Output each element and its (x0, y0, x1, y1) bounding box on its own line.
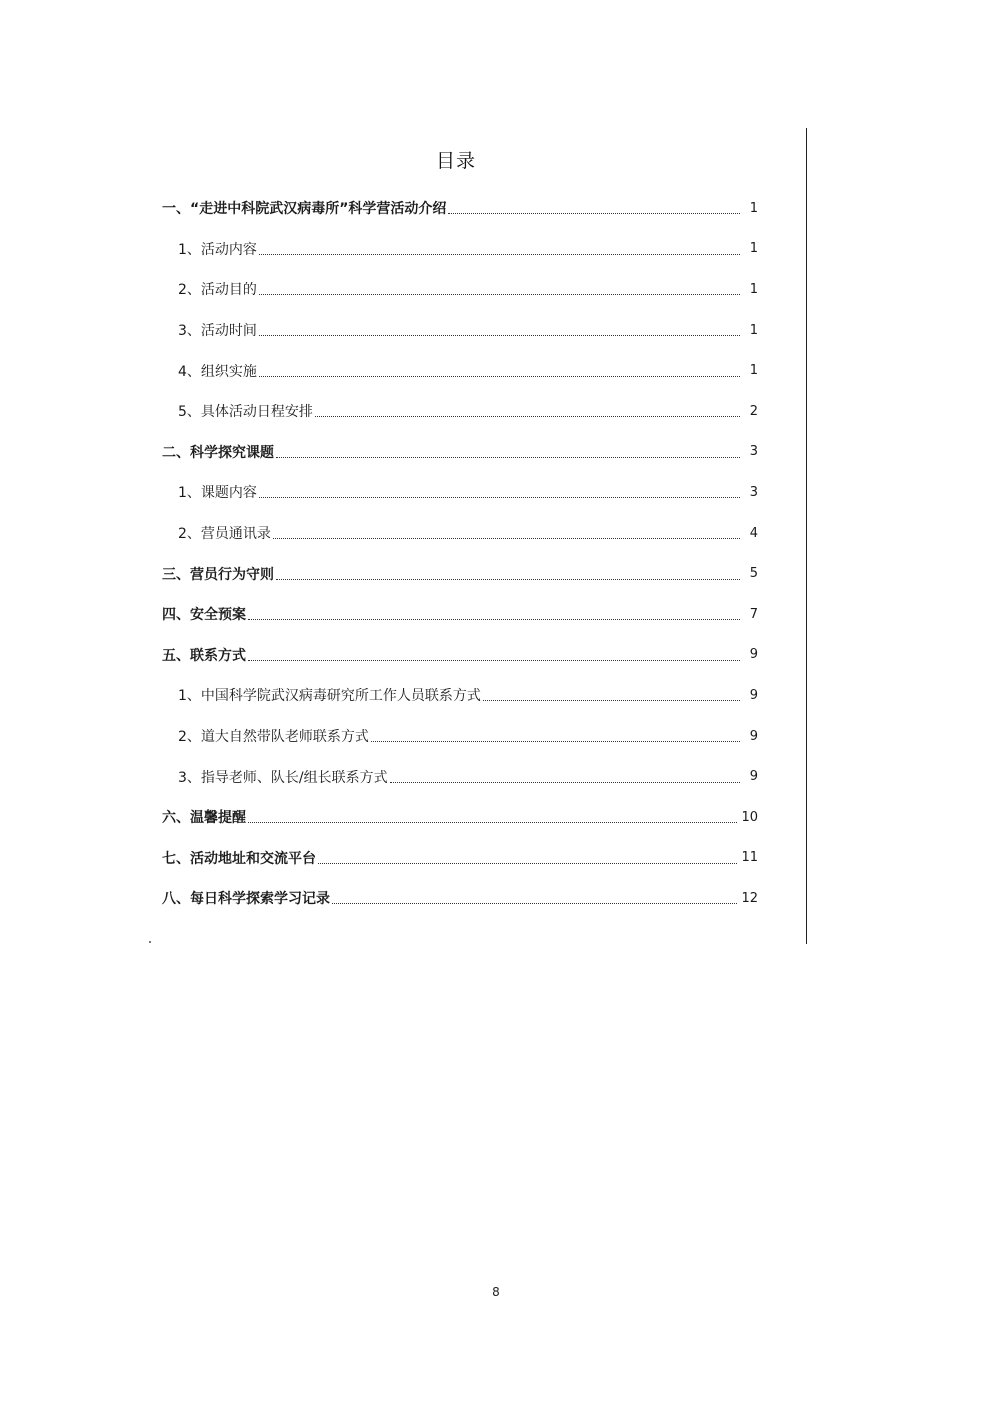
toc-dot-leader (259, 334, 740, 336)
toc-dot-leader (259, 253, 740, 255)
toc-dot-leader (248, 618, 740, 620)
toc-entry-label: 1、课题内容 (178, 485, 257, 502)
toc-entry-label: 三、营员行为守则 (162, 566, 274, 583)
toc-entry-page: 10 (741, 809, 758, 825)
toc-dot-leader (248, 659, 740, 661)
toc-dot-leader (483, 699, 740, 701)
toc-entry-label: 六、温馨提醒 (162, 810, 246, 827)
toc-entry[interactable] (162, 594, 758, 635)
toc-entry-label: 八、每日科学探索学习记录 (162, 891, 330, 908)
toc-entry-page: 9 (749, 647, 758, 663)
toc-entry-page: 9 (749, 687, 758, 703)
toc-entry[interactable] (162, 675, 758, 716)
toc-entry-page: 1 (749, 322, 758, 338)
toc-entry-page: 1 (749, 241, 758, 257)
toc-title: 目录 (435, 150, 476, 172)
toc-dot-leader (276, 456, 740, 458)
toc-entry[interactable] (162, 310, 758, 351)
toc-entry[interactable] (162, 838, 758, 879)
toc-entry-label: 2、营员通讯录 (178, 526, 271, 543)
toc-entry-page: 4 (749, 525, 758, 541)
toc-entry-page: 12 (741, 890, 758, 906)
right-margin-line (806, 128, 807, 944)
toc-entry-page: 1 (749, 200, 758, 216)
toc-entry-page: 7 (749, 606, 758, 622)
toc-dot-leader (259, 496, 740, 498)
toc-entry-label: 二、科学探究课题 (162, 444, 274, 461)
toc-entry-page: 9 (749, 769, 758, 785)
corner-mark (149, 941, 151, 943)
toc-dot-leader (390, 781, 740, 783)
toc-entry[interactable] (162, 391, 758, 432)
toc-entry[interactable] (162, 635, 758, 676)
toc-entry[interactable] (162, 716, 758, 757)
toc-dot-leader (259, 375, 740, 377)
toc-entry-label: 2、活动目的 (178, 282, 257, 299)
toc-dot-leader (273, 537, 740, 539)
toc-dot-leader (318, 862, 737, 864)
toc-entry-label: 5、具体活动日程安排 (178, 404, 313, 421)
toc-entry[interactable] (162, 878, 758, 919)
toc-entry[interactable] (162, 797, 758, 838)
toc-entry-label: 五、联系方式 (162, 647, 246, 664)
toc-entry[interactable] (162, 472, 758, 513)
toc-entry-page: 5 (749, 566, 758, 582)
toc-entry-page: 1 (749, 363, 758, 379)
toc-entry[interactable] (162, 432, 758, 473)
toc-entry[interactable] (162, 229, 758, 270)
toc-entry-label: 4、组织实施 (178, 363, 257, 380)
toc-entry[interactable] (162, 269, 758, 310)
toc-entry-page: 3 (749, 444, 758, 460)
toc-entry-label: 2、道大自然带队老师联系方式 (178, 729, 369, 746)
toc-entry[interactable] (162, 756, 758, 797)
toc-entry-page: 9 (749, 728, 758, 744)
toc-entry-page: 11 (741, 850, 758, 866)
toc-entry[interactable] (162, 350, 758, 391)
toc-dot-leader (332, 902, 737, 904)
toc-entry[interactable] (162, 553, 758, 594)
toc-entry[interactable] (162, 188, 758, 229)
toc-dot-leader (276, 578, 740, 580)
toc-dot-leader (259, 293, 740, 295)
table-of-contents (162, 188, 758, 919)
toc-entry[interactable] (162, 513, 758, 554)
toc-entry-label: 七、活动地址和交流平台 (162, 850, 316, 867)
page-number: 8 (492, 1285, 500, 1299)
toc-entry-label: 四、安全预案 (162, 607, 246, 624)
toc-entry-page: 2 (749, 403, 758, 419)
toc-entry-label: 一、“走进中科院武汉病毒所”科学营活动介绍 (162, 201, 447, 218)
toc-dot-leader (248, 821, 737, 823)
toc-entry-label: 3、活动时间 (178, 323, 257, 340)
toc-dot-leader (448, 212, 740, 214)
toc-entry-label: 3、指导老师、队长/组长联系方式 (178, 769, 388, 786)
toc-entry-page: 3 (749, 484, 758, 500)
toc-dot-leader (315, 415, 740, 417)
toc-dot-leader (371, 740, 740, 742)
toc-entry-label: 1、活动内容 (178, 241, 257, 258)
toc-entry-page: 1 (749, 281, 758, 297)
toc-entry-label: 1、中国科学院武汉病毒研究所工作人员联系方式 (178, 688, 481, 705)
